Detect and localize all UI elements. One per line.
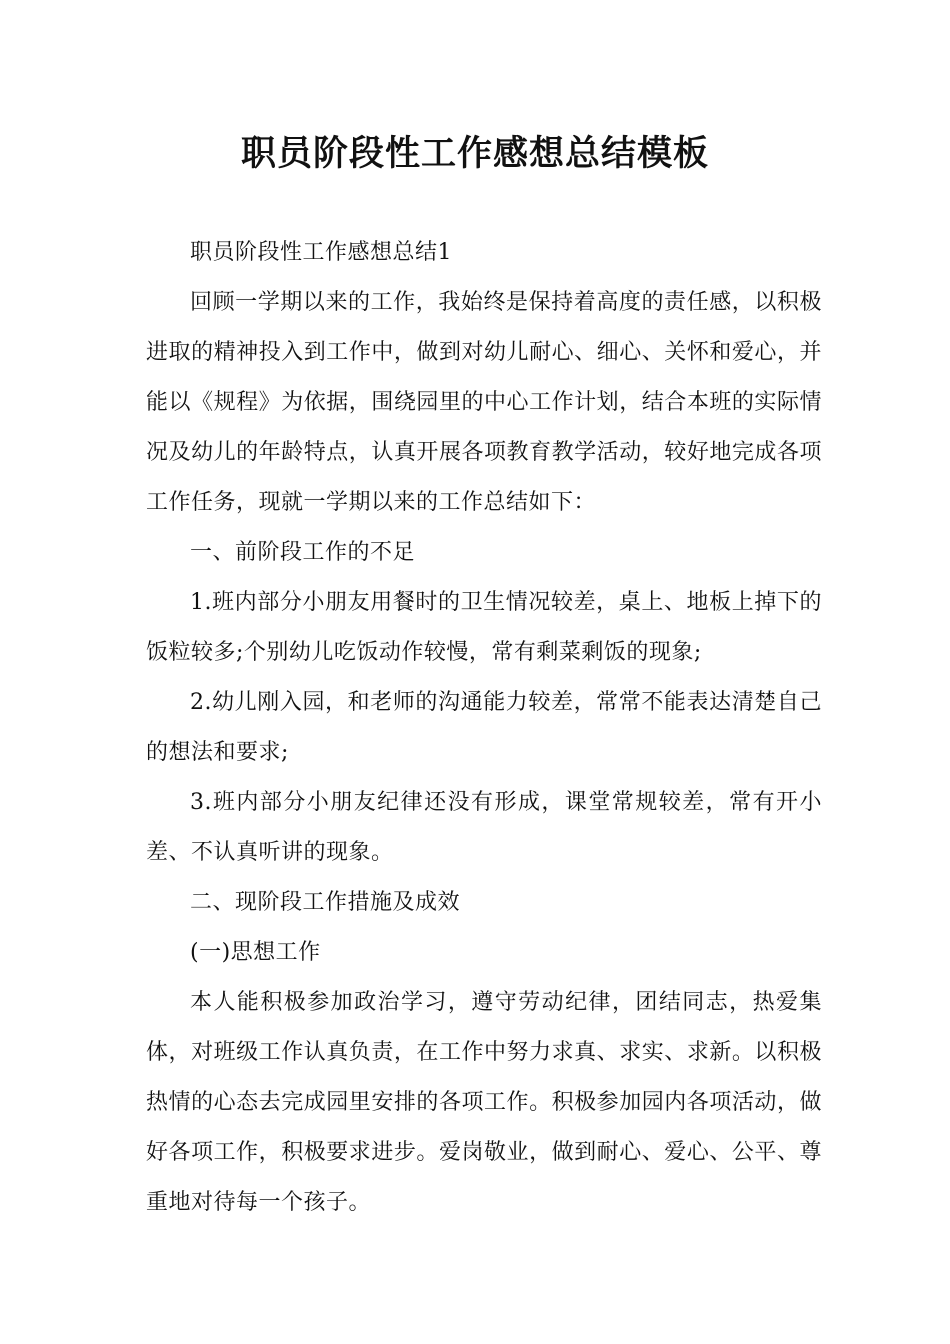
list-item-shortcoming-2: 2.幼儿刚入园，和老师的沟通能力较差，常常不能表达清楚自己的想法和要求; xyxy=(146,690,822,765)
document-title: 职员阶段性工作感想总结模板 xyxy=(240,134,709,174)
section-heading-summary-1: 职员阶段性工作感想总结1 xyxy=(190,240,452,265)
section-heading-measures: 二、现阶段工作措施及成效 xyxy=(190,890,461,915)
ideology-paragraph: 本人能积极参加政治学习，遵守劳动纪律，团结同志，热爱集体，对班级工作认真负责，在工作中努力求真、求实、求新。以积极热情的心态去完成园里安排的各项工作。积极参加园内各项活动，做好各项工作，积极要求进步。爱岗敬业，做到耐心、爱心、公平、尊重地对待每一个孩子。 xyxy=(146,990,822,1215)
section-heading-shortcomings: 一、前阶段工作的不足 xyxy=(190,540,416,565)
list-item-shortcoming-3: 3.班内部分小朋友纪律还没有形成，课堂常规较差，常有开小差、不认真听讲的现象。 xyxy=(146,790,822,865)
intro-paragraph: 回顾一学期以来的工作，我始终是保持着高度的责任感，以积极进取的精神投入到工作中，做到对幼儿耐心、细心、关怀和爱心，并能以《规程》为依据，围绕园里的中心工作计划，结合本班的实际情况及幼儿的年龄特点，认真开展各项教育教学活动，较好地完成各项工作任务，现就一学期以来的工作总结如下： xyxy=(146,290,822,515)
subsection-heading-ideology: (一)思想工作 xyxy=(190,940,321,965)
document-body xyxy=(146,228,822,1228)
list-item-shortcoming-1: 1.班内部分小朋友用餐时的卫生情况较差，桌上、地板上掉下的饭粒较多;个别幼儿吃饭动作较慢，常有剩菜剩饭的现象; xyxy=(146,590,822,665)
